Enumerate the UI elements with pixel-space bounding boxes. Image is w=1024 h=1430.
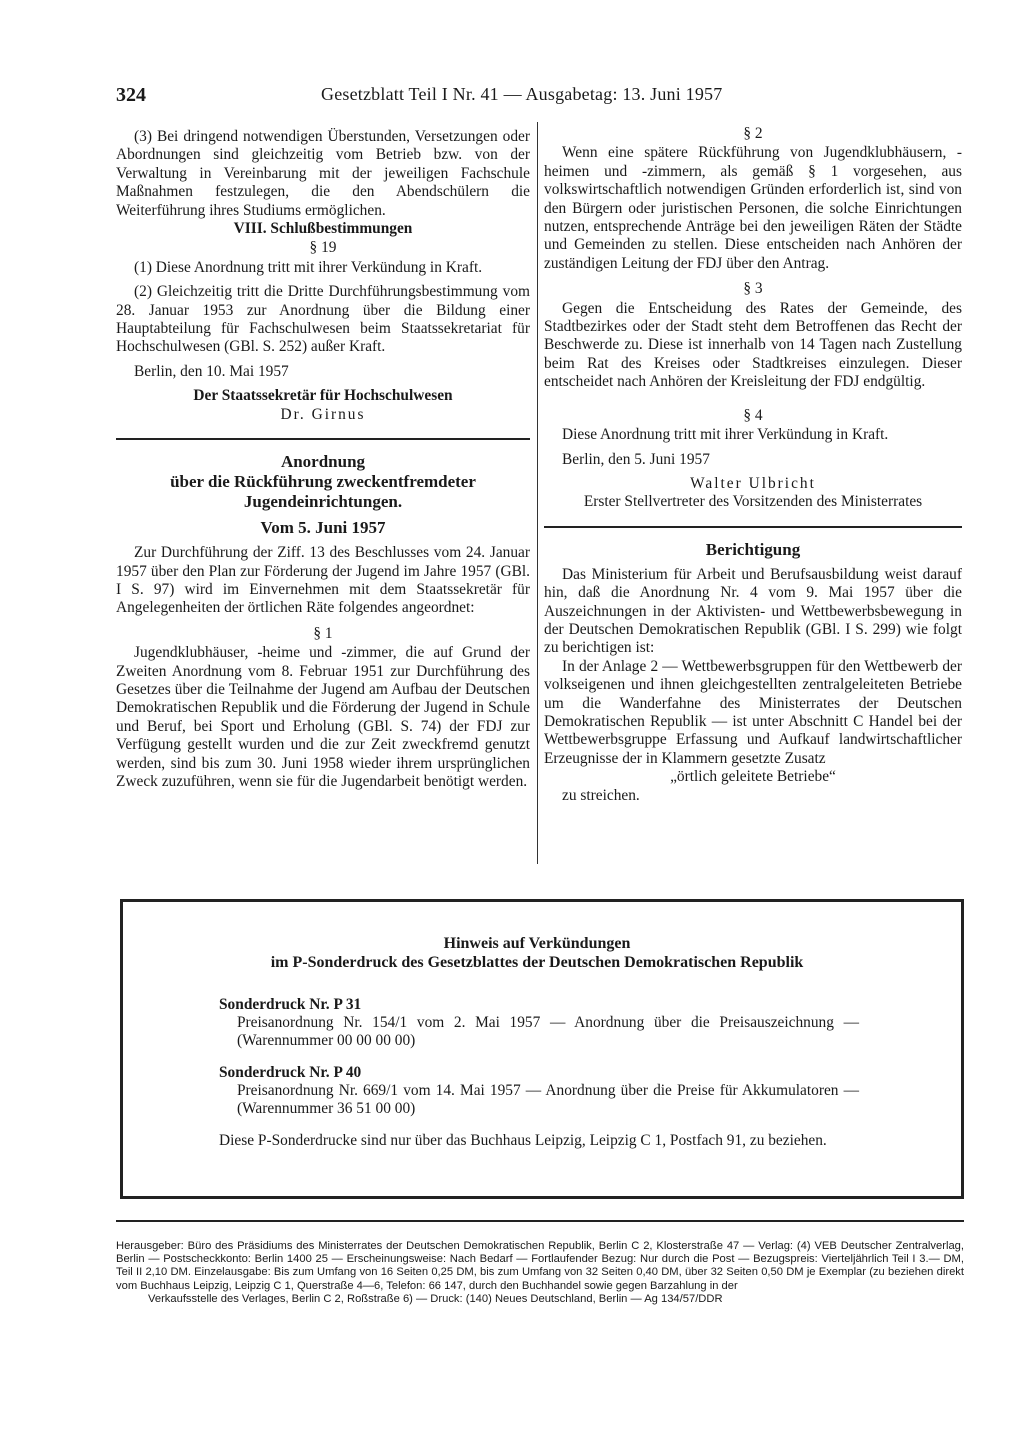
signatory-name-right: Walter Ulbricht: [690, 474, 816, 492]
paragraph-4: Diese Anordnung tritt mit ihrer Verkündung in Kraft.: [562, 426, 889, 444]
sonderdruck-label: Sonderdruck Nr. P 31: [219, 996, 362, 1013]
notice-title: Hinweis auf Verkündungen: [443, 935, 631, 952]
berichtigung-strike: zu streichen.: [562, 786, 640, 804]
page-number: 324: [116, 84, 146, 106]
column-divider: [537, 122, 538, 864]
left-column: [116, 128, 530, 791]
anordnung-title: Anordnung: [280, 452, 366, 472]
paragraph-2: Wenn eine spätere Rückführung von Jugendklubhäusern, -heimen und -zimmern, als gemäß § 1 vorgesehen, aus volkswirtschaftlich notwendigen Gründen erforderlich ist, sind von den Bürgern oder juristischen Personen, die solche Einrichtungen nutzen, entsprechende Anträge bei den jeweiligen Räten der Städte und Gemeinden zu stellen. Diese entscheiden nach Anhören der zuständigen Leitung der FDJ über den Antrag.: [544, 144, 962, 272]
section-2-heading: § 2: [743, 125, 763, 142]
anordnung-subtitle: über die Rückführung zweckentfremdeter Jugendeinrichtungen.: [170, 472, 476, 512]
section-4-heading: § 4: [743, 406, 763, 424]
imprint-last-line: Verkaufsstelle des Verlages, Berlin C 2, Roßstraße 6) — Druck: (140) Neues Deutschland, Berlin — Ag 134/57/DDR: [148, 1292, 723, 1305]
section-19-heading: § 19: [309, 239, 337, 257]
berichtigung-text: Das Ministerium für Arbeit und Berufsausbildung weist darauf hin, daß die Anordnung Nr. 4 vom 9. Mai 1957 über die Auszeichnungen in der Aktivisten- und Wettbewerbsbewegung in der Deutschen Demokratischen Republik (GBl. I S. 299) wie folgt zu berichtigen ist:: [544, 565, 962, 657]
paragraph-3-right: Gegen die Entscheidung des Rates der Gemeinde, des Stadtbezirkes oder der Stadt steht dem Betroffenen das Recht der Beschwerde zu. Diese ist innerhalb von 14 Tagen nach Zustellung beim Rat des Kreises oder Stadtkreises einzulegen. Dieser entscheidet nach Anhören der Kreisleitung der FDJ endgültig.: [544, 299, 962, 391]
sonderdruck-label: Sonderdruck Nr. P 40: [219, 1064, 362, 1081]
notice-box: [120, 899, 964, 1199]
place-date: Berlin, den 10. Mai 1957: [134, 362, 289, 380]
notice-box-content: [219, 934, 859, 1150]
sonderdruck-text: Preisanordnung Nr. 154/1 vom 2. Mai 1957 — Anordnung über die Preisauszeichnung — (Warennummer 00 00 00 00): [237, 1014, 859, 1049]
section-rule: [116, 438, 530, 440]
signatory-title: Der Staatssekretär für Hochschulwesen: [193, 387, 453, 405]
section-rule-right: [544, 526, 962, 528]
paragraph-3: (3) Bei dringend notwendigen Überstunden, Versetzungen oder Abordnungen sind gleichzeitig vom Betrieb bzw. von der Verwaltung in Vereinbarung mit der jeweiligen Fachschule Maßnahmen festzulegen, die den Abendschülern die Weiterführung ihres Studiums ermöglichen.: [116, 128, 530, 219]
gazette-header-title: Gesetzblatt Teil I Nr. 41 — Ausgabetag: 13. Juni 1957: [321, 84, 723, 104]
berichtigung-title: Berichtigung: [705, 539, 801, 559]
footer-rule: [116, 1220, 964, 1222]
section-viii-heading: VIII. Schlußbestimmungen: [233, 220, 413, 238]
anordnung-date: Vom 5. Juni 1957: [260, 518, 386, 538]
berichtigung-detail: In der Anlage 2 — Wettbewerbsgruppen für den Wettbewerb der volkseigenen und ihnen gleichgestellten zentralgeleiteten Betriebe um die Wanderfahne des Ministerrates der Deutschen Demokratischen Republik — ist unter Abschnitt C Handel bei der Wettbewerbsgruppe Erfassung und Aufkauf landwirtschaftlicher Erzeugnisse der in Klammern gesetzte Zusatz: [544, 657, 962, 767]
signatory-title-right: Erster Stellvertreter des Vorsitzenden des Ministerrates: [583, 493, 923, 511]
imprint-text: Herausgeber: Büro des Präsidiums des Ministerrates der Deutschen Demokratischen Republik, Berlin C 2, Klosterstraße 47 — Verlag: (4) VEB Deutscher Zentralverlag, Berlin — Postscheckkonto: Berlin 1400 25 — Erscheinungsweise: Nach Bedarf — Fortlaufender Bezug: Nur durch die Post — Bezugspreis: Vierteljährlich Teil I 3.— DM, Teil II 2,10 DM. Einzelausgabe: Bis zum Umfang von 16 Seiten 0,25 DM, bis zum Umfang von 32 Seiten 0,40 DM, über 32 Seiten 0,50 DM je Exemplar (zu beziehen direkt vom Buchhaus Leipzig, Leipzig C 1, Querstraße 4—6, Telefon: 66 147, durch den Buchhandel sowie gegen Barzahlung in der: [116, 1240, 964, 1292]
imprint: [116, 1240, 964, 1306]
right-column: [544, 124, 962, 805]
paragraph-19-2: (2) Gleichzeitig tritt die Dritte Durchführungsbestimmung vom 28. Januar 1953 zur Anordnung über die Bildung einer Hauptabteilung für Fachschulwesen beim Staatssekretariat für Hochschulwesen (GBl. S. 252) außer Kraft.: [116, 283, 530, 356]
page-header: [116, 84, 964, 112]
notice-note: Diese P-Sonderdrucke sind nur über das Buchhaus Leipzig, Leipzig C 1, Postfach 91, zu beziehen.: [219, 1132, 827, 1149]
place-date-right: Berlin, den 5. Juni 1957: [562, 450, 710, 468]
notice-subtitle: im P-Sonderdruck des Gesetzblattes der Deutschen Demokratischen Republik: [270, 954, 804, 971]
section-1-heading: § 1: [313, 624, 333, 642]
berichtigung-quote: „örtlich geleitete Betriebe“: [670, 768, 836, 786]
sonderdruck-text: Preisanordnung Nr. 669/1 vom 14. Mai 1957 — Anordnung über die Preise für Akkumulatoren — (Warennummer 36 51 00 00): [237, 1082, 859, 1117]
section-3-heading: § 3: [743, 280, 763, 298]
preamble: Zur Durchführung der Ziff. 13 des Beschlusses vom 24. Januar 1957 über den Plan zur Förderung der Jugend im Jahre 1957 (GBl. I S. 97) wird im Einvernehmen mit dem Staatssekretär für Angelegenheiten der örtlichen Räte folgendes angeordnet:: [116, 544, 530, 617]
paragraph-1: Jugendklubhäuser, -heime und -zimmer, die auf Grund der Zweiten Anordnung vom 8. Februar 1951 zur Durchführung des Gesetzes über die Teilnahme der Jugend am Aufbau der Deutschen Demokratischen Republik und die Förderung der Jugend in Schule und Beruf, bei Sport und Erholung (GBl. S. 74) der FDJ zur Verfügung gestellt wurden und die zur Zeit zweckfremd genutzt werden, sind bis zum 30. Juni 1958 wieder ihrem ursprünglichen Zweck zuzuführen, wenn sie für die Jugendarbeit benötigt werden.: [116, 644, 530, 790]
paragraph-19-1: (1) Diese Anordnung tritt mit ihrer Verkündung in Kraft.: [134, 258, 483, 276]
signatory-name: Dr. Girnus: [280, 405, 366, 423]
